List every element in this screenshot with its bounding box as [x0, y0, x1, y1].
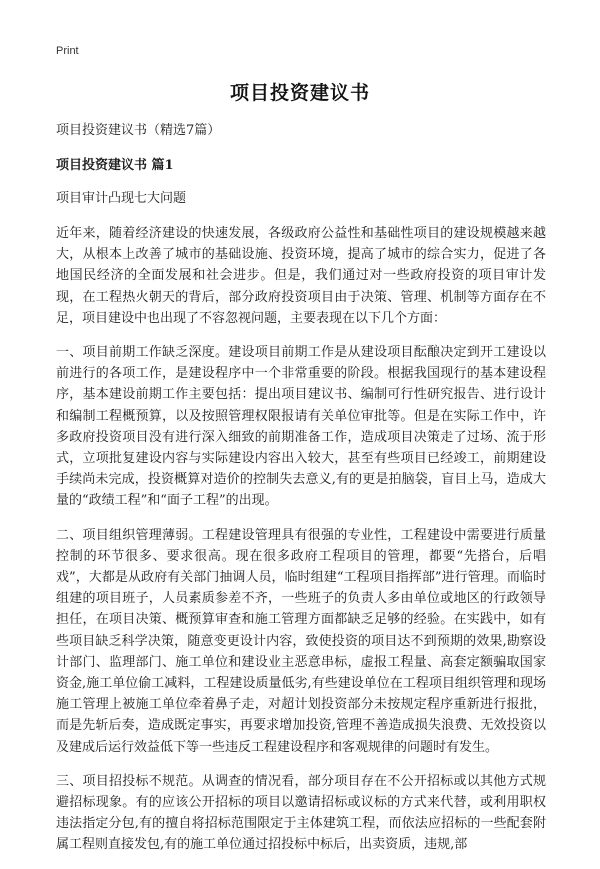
paragraph-point-1: 一、项目前期工作缺乏深度。建设项目前期工作是从建设项目酝酿决定到开工建设以前进行的各项工作，是建设程序中一个非常重要的阶段。根据我国现行的基本建设程序，基本建设前期工作主要包括：提出项目建议书、编制可行性研究报告、进行设计和编制工程概预算，以及按照管理权限报请有关单位审批等。但是在实际工作中，许多政府投资项目没有进行深入细致的前期准备工作，造成项目决策走了过场、流于形式，立项批复建设内容与实际建设内容出入较大，甚至有些项目已经竣工，前期建设手续尚未完成，投资概算对造价的控制失去意义,有的更是拍脑袋，盲目上马，造成大量的“政绩工程”和“面子工程”的出现。 [56, 345, 546, 509]
section-heading: 项目投资建议书 篇1 [56, 158, 174, 173]
article-heading: 项目审计凸现七大问题 [56, 191, 187, 206]
page-title: 项目投资建议书 [229, 82, 370, 104]
document-body [56, 122, 546, 869]
print-link[interactable]: Print [56, 45, 79, 57]
document-subtitle: 项目投资建议书（精选7篇） [56, 123, 221, 138]
paragraph-point-3: 三、项目招投标不规范。从调查的情况看，部分项目存在不公开招标或以其他方式规避招标现象。有的应该公开招标的项目以邀请招标或议标的方式来代替，或利用职权违法指定分包,有的擅自将招标范围限定于主体建筑工程，而依法应招标的一些配套附属工程则直接发包,有的施工单位通过招投标中标后，出卖资质，违规,部 [56, 773, 546, 853]
paragraph-intro: 近年来，随着经济建设的快速发展，各级政府公益性和基础性项目的建设规模越来越大，从根本上改善了城市的基础设施、投资环境，提高了城市的综合实力，促进了各地国民经济的全面发展和社会进步。但是，我们通过对一些政府投资的项目审计发现，在工程热火朝天的背后，部分政府投资项目由于决策、管理、机制等方面存在不足，项目建设中也出现了不容忽视问题，主要表现在以下几个方面： [56, 226, 546, 326]
paragraph-point-2: 二、项目组织管理薄弱。工程建设管理具有很强的专业性，工程建设中需要进行质量控制的环节很多、要求很高。现在很多政府工程项目的管理，都要“先搭台，后唱戏”，大都是从政府有关部门抽调人员，临时组建“工程项目指挥部”进行管理。而临时组建的项目班子，人员素质参差不齐，一些班子的负责人多由单位或地区的行政领导担任，在项目决策、概预算审查和施工管理方面都缺乏足够的经验。在实践中，如有些项目缺乏科学决策，随意变更设计内容，致使投资的项目达不到预期的效果,勘察设计部门、监理部门、施工单位和建设业主恶意串标，虚报工程量、高套定额骗取国家资金,施工单位偷工减料，工程建设质量低劣,有些建设单位在工程项目组织管理和现场施工管理上被施工单位牵着鼻子走，对超计划投资部分未按规定程序重新进行报批，而是先斩后奏，造成既定事实，再要求增加投资,管理不善造成损失浪费、无效投资以及建成后运行效益低下等一些违反工程建设程序和客观规律的问题时有发生。 [56, 527, 546, 755]
